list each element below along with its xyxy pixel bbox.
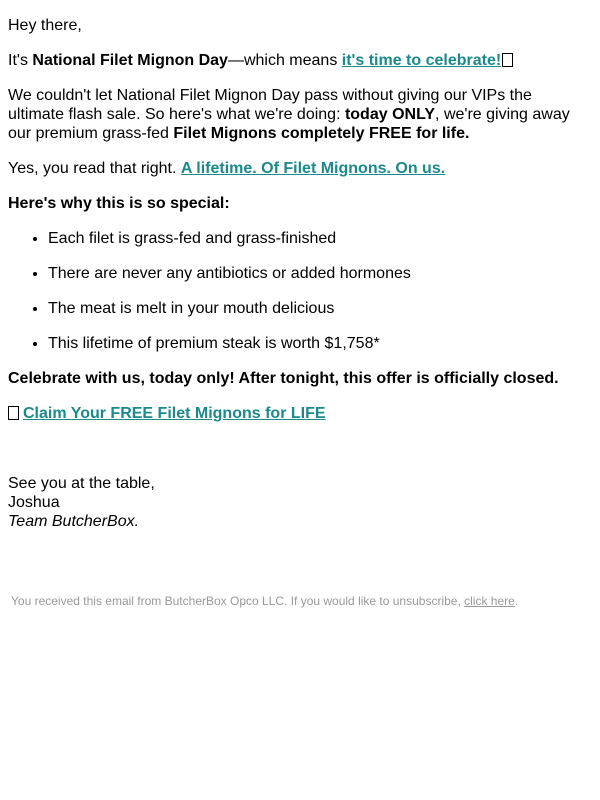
signoff-team: Team ButcherBox. [8, 513, 140, 530]
list-item: • Each filet is grass-fed and grass-finished [48, 229, 592, 248]
lifetime-link[interactable]: A lifetime. Of Filet Mignons. On us. [180, 160, 446, 177]
footer-end: . [514, 594, 519, 608]
signoff-name: Joshua [8, 494, 60, 511]
reasons-list [8, 229, 592, 353]
confirm-paragraph [8, 159, 592, 178]
why-heading [8, 194, 592, 213]
claim-cta-link[interactable]: Claim Your FREE Filet Mignons for LIFE [23, 405, 326, 422]
offer-text-1: We couldn't let National Filet Mignon Day pass without giving our VIPs the ultimate flash sale. So here's what we're doing: [8, 87, 532, 123]
email-footer [11, 594, 592, 609]
intro-prefix: It's [8, 52, 33, 69]
footer-text: You received this email from ButcherBox Opco LLC. If you would like to unsubscribe, [11, 594, 465, 608]
signoff [8, 474, 592, 531]
greeting: Hey there, [8, 17, 82, 34]
urgency-text: Celebrate with us, today only! After tonight, this offer is officially closed. [8, 370, 559, 387]
confirm-text: Yes, you read that right. [8, 160, 181, 177]
intro-bold: National Filet Mignon Day [32, 52, 228, 69]
offer-text-2: , we're giving away our premium grass-fed [8, 106, 570, 142]
intro-paragraph [8, 51, 592, 70]
list-item: • There are never any antibiotics or added hormones [48, 264, 592, 283]
party-popper-icon [502, 53, 513, 67]
intro-middle: —which means [227, 52, 342, 69]
urgency-paragraph [8, 369, 592, 388]
why-heading-text: Here's why this is so special: [8, 195, 230, 212]
offer-bold-2: Filet Mignons completely FREE for life. [173, 125, 470, 142]
signoff-line: See you at the table, [8, 475, 155, 492]
offer-paragraph [8, 86, 592, 143]
gift-icon [8, 406, 19, 420]
unsubscribe-link[interactable]: click here [464, 594, 515, 608]
list-item: • The meat is melt in your mouth delicious [48, 299, 592, 318]
spacer [8, 439, 592, 474]
cta-paragraph [8, 404, 592, 423]
celebrate-link[interactable]: it's time to celebrate! [341, 52, 502, 69]
offer-bold-1: today ONLY [344, 106, 436, 123]
list-item: • This lifetime of premium steak is worth $1,758* [48, 334, 592, 353]
